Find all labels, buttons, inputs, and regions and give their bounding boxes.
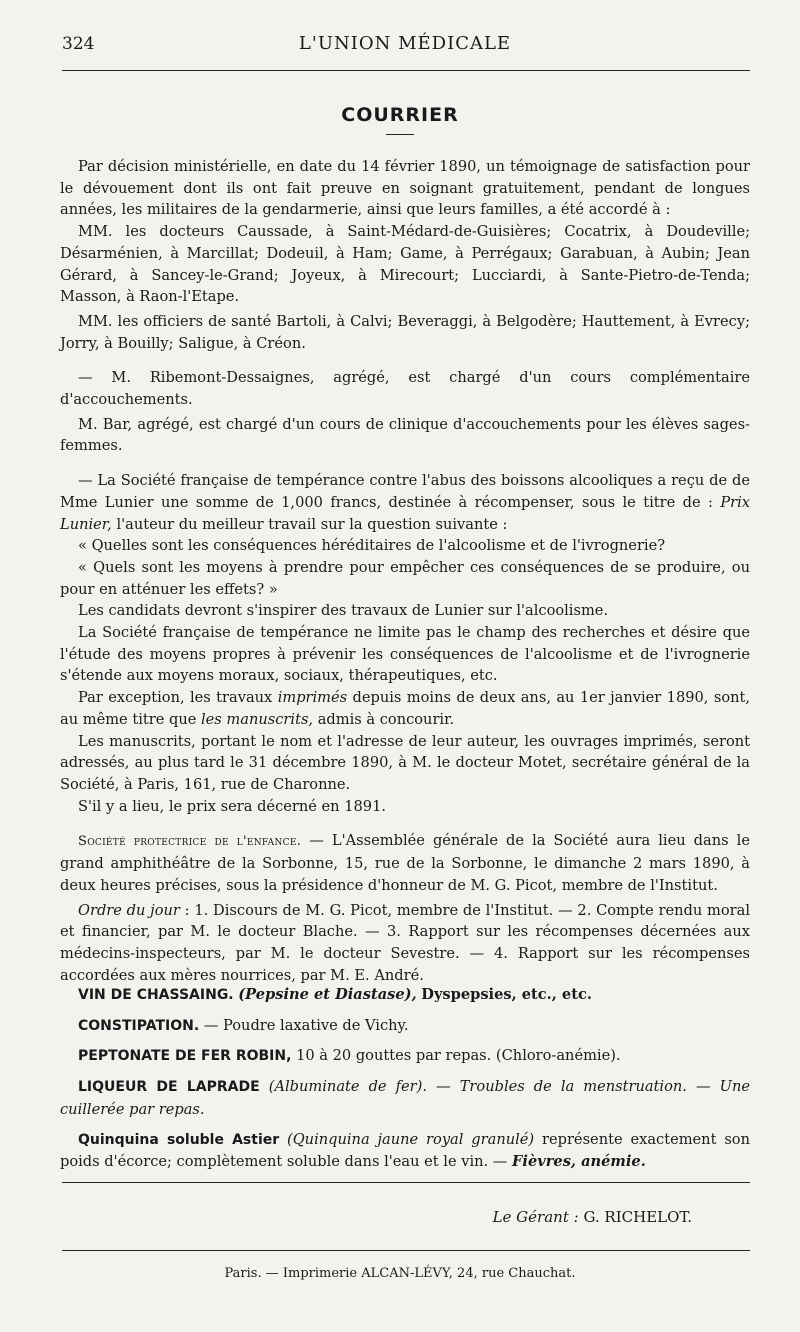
paragraph	[60, 687, 750, 730]
signature-name: G. RICHELOT.	[583, 1208, 692, 1226]
signature	[493, 1208, 692, 1226]
ad-line	[60, 1076, 750, 1120]
ad-text: (Pepsine et Diastase),	[238, 986, 417, 1003]
text-run: l'auteur du meilleur travail sur la question suivante :	[116, 515, 508, 533]
page-number: 324	[62, 34, 95, 54]
ad-product: PEPTONATE DE FER ROBIN,	[78, 1048, 292, 1065]
paragraph: La Société française de tempérance ne limite pas le champ des recherches et désire que l'étude des moyens propres à prévenir les conséquences de l'alcoolisme et de l'ivrognerie s'étende aux moyens moraux, sociaux, thérapeutiques, etc.	[60, 624, 750, 685]
text-run: Par exception, les travaux	[78, 689, 273, 707]
ad-product: LIQUEUR DE LAPRADE	[78, 1079, 260, 1096]
ad-line	[60, 1045, 750, 1068]
text-run: depuis moins de deux ans, au	[352, 689, 575, 707]
page-header	[60, 30, 750, 62]
ad-text: (Albuminate de fer).	[268, 1078, 427, 1096]
paragraph: S'il y a lieu, le prix sera décerné en 1891.	[78, 797, 386, 815]
paragraph: M. Bar, agrégé, est chargé d'un cours de clinique d'accouchements pour les élèves sages-femmes.	[60, 415, 750, 455]
paragraph: MM. les docteurs Caussade, à Saint-Médard-de-Guisières; Cocatrix, à Doudeville; Désarménien, à Marcillat; Dodeuil, à Ham; Game, à Perrégaux; Garabuan, à Aubin; Jean Gérard, à Sancey-le-Grand; Joyeux, à Mirecourt; Lucciardi, à Sante-Pietro-de-Tenda; Masson, à Raon-l'Etape.	[60, 223, 750, 306]
ad-text: Dyspepsies, etc., etc.	[421, 986, 592, 1003]
paragraph: Les manuscrits, portant le nom et l'adresse de leur auteur, les ouvrages imprimés, seront adressés, au plus tard le 31 décembre 1890, à M. le docteur Motet, secrétaire général de la Société, à Paris, 161, rue de Charonne.	[60, 732, 750, 793]
paragraph	[60, 830, 750, 896]
text-run: : 1. Discours de M. G. Picot, membre de l'Institut. — 2. Compte rendu moral et financier, par M. le docteur Blache. — 3. Rapport sur les récompenses décernées aux médecins-inspecteurs, par M. le docteur Sevestre. — 4. Rapport sur les récompenses accordées aux mères nourrices, par M. E. André.	[60, 901, 751, 984]
header-rule	[62, 70, 750, 71]
advertisements	[60, 984, 750, 1181]
ad-text: (Quinquina jaune royal granulé)	[287, 1130, 535, 1148]
ad-text: Fièvres, anémie.	[512, 1153, 646, 1171]
title-rule	[386, 134, 414, 135]
ad-product: VIN DE CHASSAING.	[78, 987, 234, 1003]
article-body	[60, 156, 750, 986]
paragraph: « Quelles sont les conséquences héréditaires de l'alcoolisme et de l'ivrognerie?	[78, 537, 666, 555]
ad-line	[60, 1129, 750, 1173]
italic-run: Prix Lunier,	[60, 493, 751, 533]
ad-product: Quinquina soluble Astier	[78, 1131, 280, 1148]
paragraph	[60, 470, 750, 535]
paragraph: Les candidats devront s'inspirer des travaux de Lunier sur l'alcoolisme.	[78, 602, 609, 620]
ad-product: CONSTIPATION.	[78, 1017, 200, 1034]
ad-text: — Troubles de la menstruation. — Une cuillerée par repas.	[60, 1078, 750, 1118]
footer-rule	[62, 1250, 750, 1251]
text-run: — La Société française de tempérance contre l'abus des boissons alcooliques a reçu de de Mme Lunier une somme de 1,000 francs, destinée à récompenser, sous le titre de :	[60, 472, 750, 511]
italic-run: les manuscrits,	[201, 710, 314, 728]
ad-text: représente exactement son poids d'écorce; complètement soluble dans l'eau et le vin. —	[60, 1130, 750, 1171]
paragraph: Par décision ministérielle, en date du 14 février 1890, un témoignage de satisfaction pour le dévouement dont ils ont fait preuve en soignant gratuitement, pendant de longues années, les militaires de la gendarmerie, ainsi que leurs familles, a été accordé à :	[60, 158, 750, 219]
ad-text: 10 à 20 gouttes par repas. (Chloro-anémie).	[296, 1047, 621, 1065]
paragraph: « Quels sont les moyens à prendre pour empêcher ces conséquences de se produire, ou pour en atténuer les effets? »	[60, 558, 750, 598]
ad-line	[60, 984, 750, 1007]
ad-text: — Poudre laxative de Vichy.	[203, 1016, 409, 1034]
paragraph	[60, 900, 750, 987]
text-run: — L'Assemblée générale de la Société aura lieu dans le grand amphithéâtre de la Sorbonne, 15, rue de la Sorbonne, le dimanche 2 mars 1890, à deux heures précises, sous la présidence d'honneur de M. G. Picot, membre de l'Institut.	[60, 832, 750, 894]
paragraph: — M. Ribemont-Dessaignes, agrégé, est chargé d'un cours complémentaire d'accouchements.	[60, 369, 750, 409]
small-caps-run: Société protectrice de l'enfance.	[78, 834, 302, 850]
paragraph: MM. les officiers de santé Bartoli, à Calvi; Beveraggi, à Belgodère; Hauttement, à Evrecy; Jorry, à Bouilly; Saligue, à Créon.	[60, 312, 750, 352]
signature-role: Le Gérant :	[492, 1208, 579, 1226]
ad-line	[60, 1015, 750, 1038]
italic-run: Ordre du jour	[78, 901, 180, 919]
text-run: 1er janvier 1890, sont, au même titre que	[60, 689, 751, 728]
section-title: COURRIER	[341, 104, 459, 126]
running-title: L'UNION MÉDICALE	[298, 33, 512, 54]
printer-footer: Paris. — Imprimerie ALCAN-LÉVY, 24, rue Chauchat.	[224, 1266, 576, 1281]
italic-run: imprimés	[277, 689, 348, 707]
text-run: admis à concourir.	[317, 710, 455, 728]
ads-rule	[62, 1182, 750, 1183]
